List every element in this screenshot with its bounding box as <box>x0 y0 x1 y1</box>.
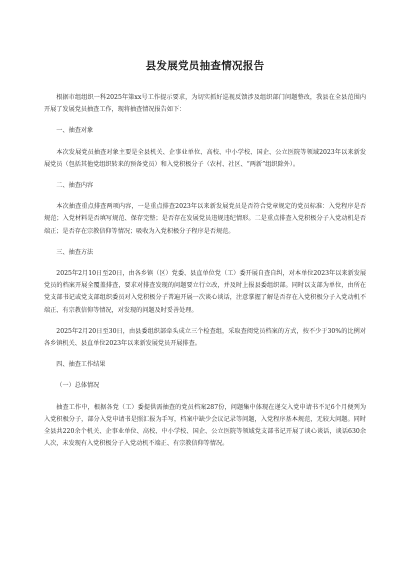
section3-paragraph-1: 2025年2月10日至20日，由各乡镇（区）党委、县直单位党（工）委开展自查自纠，对本单位2023年以来新发展党员的档案开展全覆盖排查，要求对排查发现的问题要立行立改，并及时上报县委组织部。同时以支部为单位，由所在党支部书记或党支部组织委员对入党积极分子普遍开展一次谈心谈话，注意掌握了解是否存在入党积极分子入党动机不端正、有宗教信仰等情况，对发现的问题及时妥善处理。 <box>44 270 366 314</box>
section4-heading: 四、抽查工作结果 <box>56 361 106 369</box>
section3-paragraph-2: 2025年2月20日至30日，由县委组织部牵头成立三个检查组，采取查阅党员档案的方式，按不少于30%的比例对各乡镇机关、县直单位2023年以来新发展党员开展排查。 <box>44 327 366 348</box>
section1-heading: 一、抽查对象 <box>56 127 94 135</box>
section4-paragraph-1: 抽查工作中，根据各党（工）委提供需抽查的党员档案287份，问题集中体现在递交入党申请书不足6个月便列为入党积极分子，部分入党申请书是照汇报为手写，档案中缺少会议记录等问题，入党程序基本规范，无较大问题。同时全县共220余个机关、企事业单位、高校、中小学校、国企、公立医院等领域党支部书记开展了谈心谈话，谈话630余人次，未发现有入党积极分子入党动机不端正、有宗教信仰等情况。 <box>44 403 366 448</box>
section2-heading: 二、抽查内容 <box>56 182 94 190</box>
section2-paragraph: 本次抽查重点排查两项内容，一是重点排查2023年以来新发展党员是否符合党章规定的党员标准：入党程序是否规范；入党材料是否填写规范、保存完整；是否存在发展党员违规违纪情形。二是重点排查入党积极分子入党动机是否端正；是否存在宗教信仰等情况；吸收为入党积极分子程序是否规范。 <box>44 203 366 235</box>
intro-paragraph: 根据市组组织一科2025年第xx号工作提示要求，为切实抓好巡视反馈涉及组织部门问题整改，我县在全县范围内开展了发展党员抽查工作，现将抽查情况报告如下： <box>44 94 366 114</box>
section4-subheading-1: （一）总体情况 <box>56 382 100 390</box>
document-title: 县发展党员抽查情况报告 <box>145 60 265 72</box>
section1-paragraph: 本次发展党员抽查对象主要是全县机关、企事业单位、高校、中小学校、国企、公立医院等领域2023年以来新发展党员（包括其他党组织转来的预备党员）和入党积极分子（农村、社区、“两新”组织除外）。 <box>44 148 366 168</box>
section3-heading: 三、抽查方法 <box>56 248 94 256</box>
